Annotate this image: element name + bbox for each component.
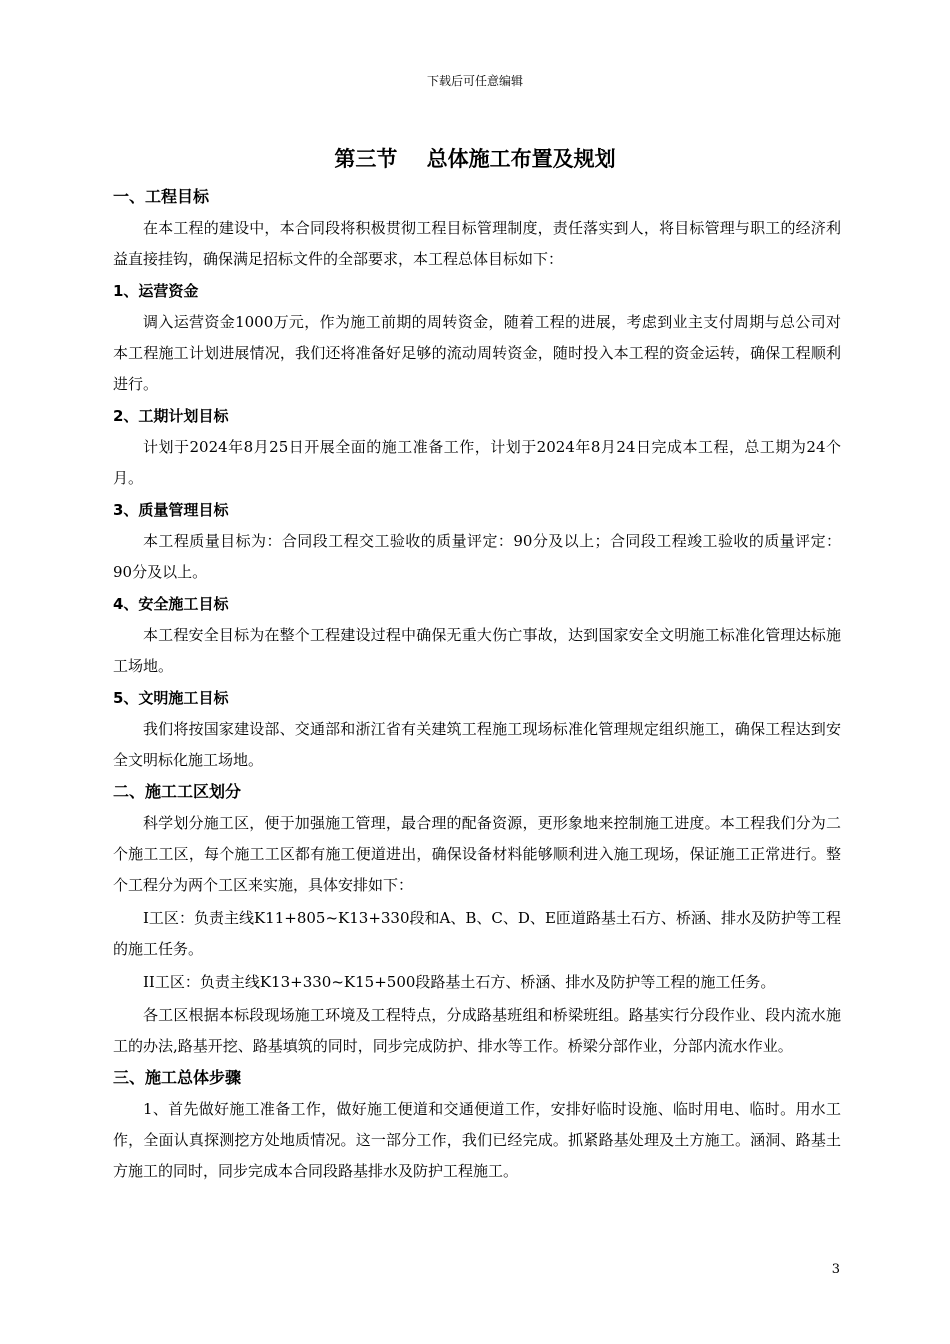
- page-number: 3: [831, 1262, 840, 1277]
- body-paragraph: 1、首先做好施工准备工作，做好施工便道和交通便道工作，安排好临时设施、临时用电、临时。用水工作，全面认真探测挖方处地质情况。这一部分工作，我们已经完成。抓紧路基处理及土方施工。涵洞、路基土方施工的同时，同步完成本合同段路基排水及防护工程施工。: [113, 1100, 841, 1180]
- subsection-heading: 4、安全施工目标: [113, 595, 229, 613]
- body-paragraph: 在本工程的建设中，本合同段将积极贯彻工程目标管理制度，责任落实到人，将目标管理与职工的经济利益直接挂钩，确保满足招标文件的全部要求，本工程总体目标如下：: [113, 219, 841, 268]
- body-paragraph: 本工程安全目标为在整个工程建设过程中确保无重大伤亡事故，达到国家安全文明施工标准化管理达标施工场地。: [113, 626, 841, 675]
- body-paragraph: 本工程质量目标为：合同段工程交工验收的质量评定：90分及以上；合同段工程竣工验收的质量评定：90分及以上。: [113, 532, 841, 581]
- section-heading: 二、施工工区划分: [113, 782, 242, 801]
- page-title: 第三节 总体施工布置及规划: [334, 147, 616, 171]
- subsection-heading: 1、运营资金: [113, 282, 199, 300]
- subsection-heading: 5、文明施工目标: [113, 689, 229, 707]
- subsection-heading: 2、工期计划目标: [113, 407, 229, 425]
- subsection-heading: 3、质量管理目标: [113, 501, 229, 519]
- body-paragraph: 计划于2024年8月25日开展全面的施工准备工作，计划于2024年8月24日完成本工程，总工期为24个月。: [113, 438, 841, 487]
- section-heading: 一、工程目标: [113, 187, 210, 206]
- body-paragraph: 调入运营资金1000万元，作为施工前期的周转资金，随着工程的进展，考虑到业主支付周期与总公司对本工程施工计划进展情况，我们还将准备好足够的流动周转资金，随时投入本工程的资金运转，确保工程顺利进行。: [113, 313, 841, 393]
- body-paragraph: 我们将按国家建设部、交通部和浙江省有关建筑工程施工现场标准化管理规定组织施工，确保工程达到安全文明标化施工场地。: [113, 720, 841, 769]
- body-paragraph: 各工区根据本标段现场施工环境及工程特点，分成路基班组和桥梁班组。路基实行分段作业、段内流水施工的办法,路基开挖、路基填筑的同时，同步完成防护、排水等工作。桥梁分部作业，分部内流水作业。: [113, 1006, 841, 1055]
- header-note: 下载后可任意编辑: [426, 74, 523, 88]
- document-body: [113, 183, 841, 1189]
- body-paragraph: I工区：负责主线K11+805~K13+330段和A、B、C、D、E匝道路基土石方、桥涵、排水及防护等工程的施工任务。: [113, 909, 841, 958]
- section-heading: 三、施工总体步骤: [113, 1068, 242, 1087]
- body-paragraph: II工区：负责主线K13+330~K15+500段路基土石方、桥涵、排水及防护等工程的施工任务。: [143, 973, 776, 991]
- body-paragraph: 科学划分施工区，便于加强施工管理，最合理的配备资源，更形象地来控制施工进度。本工程我们分为二个施工工区，每个施工工区都有施工便道进出，确保设备材料能够顺利进入施工现场，保证施工正常进行。整个工程分为两个工区来实施，具体安排如下：: [113, 814, 841, 894]
